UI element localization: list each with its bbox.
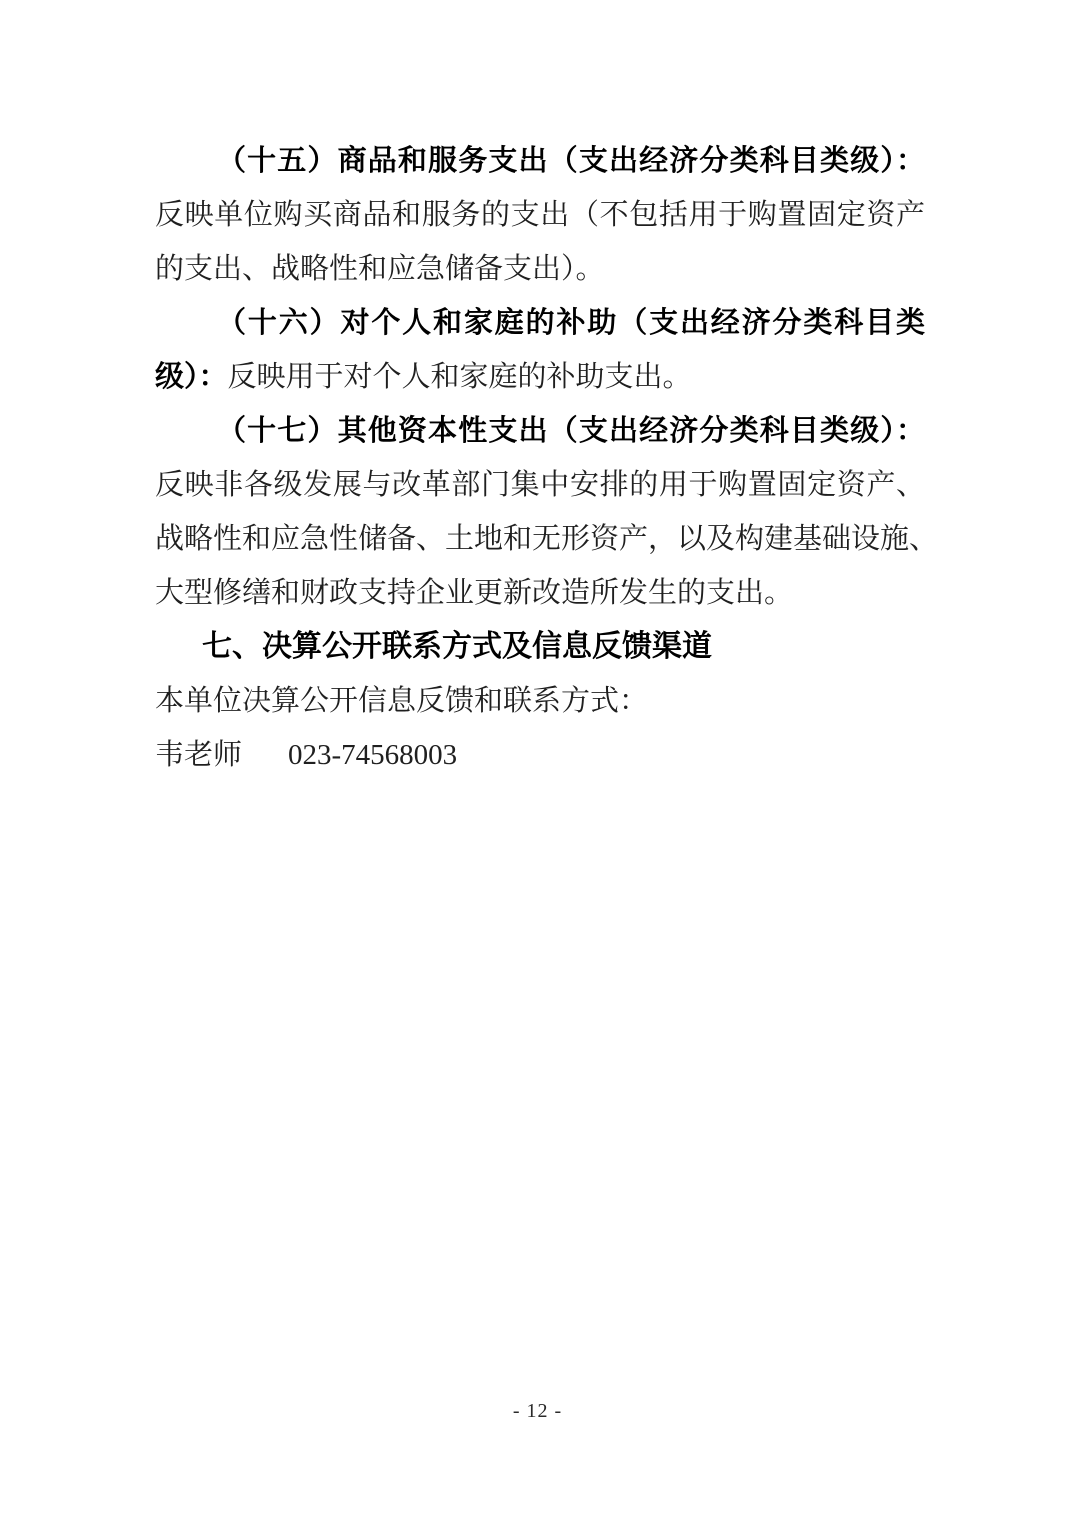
text-run: 战略性和应急性储备、土地和无形资产，以及构建基础设施、 xyxy=(155,523,939,555)
clause-lead-line xyxy=(155,134,925,188)
document-lines xyxy=(155,134,939,782)
text-run: 大型修缮和财政支持企业更新改造所发生的支出。 xyxy=(155,577,794,609)
section-heading-line xyxy=(155,620,925,674)
page-footer xyxy=(0,1400,1075,1423)
text-run: 的支出、战略性和应急储备支出）。 xyxy=(155,253,605,285)
body-line-full xyxy=(155,188,925,242)
text-run: 023-74568003 xyxy=(288,739,458,771)
body-line-end xyxy=(155,242,925,296)
body-line-full xyxy=(155,512,939,566)
bold-text-run: 七、决算公开联系方式及信息反馈渠道 xyxy=(202,630,712,663)
body-line-full xyxy=(155,458,925,512)
clause-lead-line xyxy=(155,404,925,458)
text-run: 本单位决算公开信息反馈和联系方式： xyxy=(155,685,649,717)
page-number: - 12 - xyxy=(512,1400,563,1422)
text-run: 反映单位购买商品和服务的支出（不包括用于购置固定资产 xyxy=(155,199,925,231)
bold-text-run: 级）： xyxy=(155,361,228,393)
bold-text-run: （十六）对个人和家庭的补助（支出经济分类科目类 xyxy=(217,307,925,339)
bold-text-run: （十七）其他资本性支出（支出经济分类科目类级）： xyxy=(217,415,925,447)
text-run: 韦老师 xyxy=(155,739,243,771)
text-run: 反映非各级发展与改革部门集中安排的用于购置固定资产、 xyxy=(155,469,925,501)
text-run: 反映用于对个人和家庭的补助支出。 xyxy=(227,361,692,393)
mixed-line xyxy=(155,350,925,404)
body-line-end xyxy=(155,566,925,620)
contact-line xyxy=(155,728,925,782)
bold-text-run: （十五）商品和服务支出（支出经济分类科目类级）： xyxy=(217,145,925,177)
body-line-end xyxy=(155,674,925,728)
clause-lead-line xyxy=(155,296,925,350)
